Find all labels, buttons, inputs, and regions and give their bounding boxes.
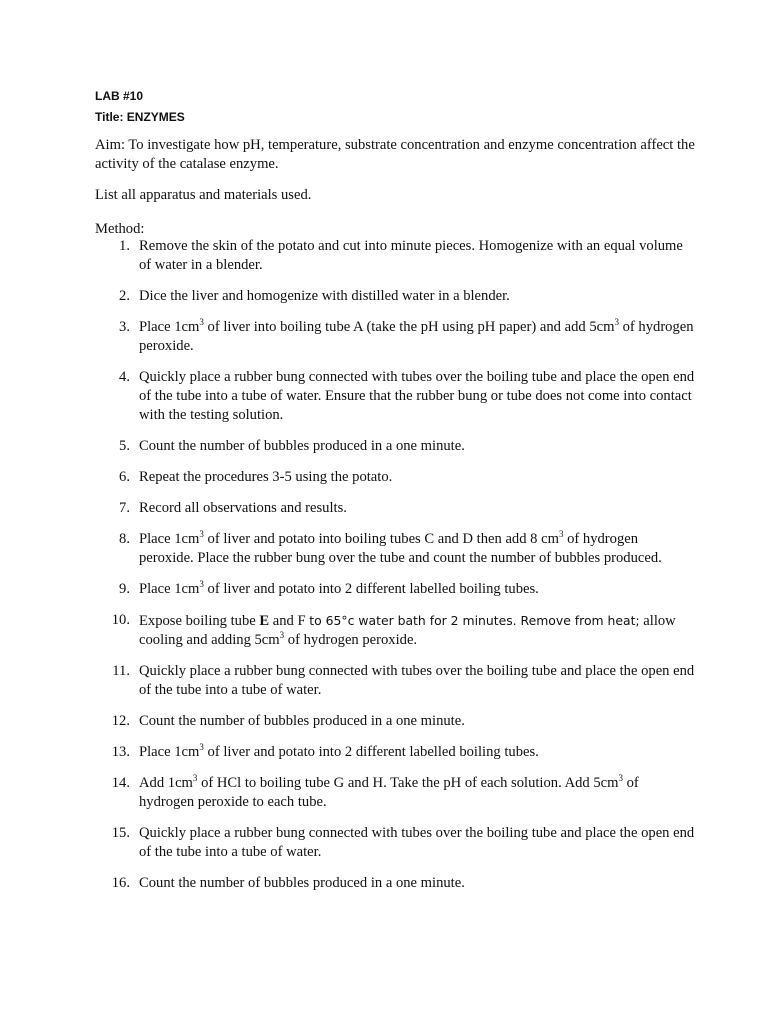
- superscript: 3: [614, 317, 619, 327]
- text-run: of hydrogen peroxide.: [284, 632, 418, 648]
- step-text: [139, 469, 392, 485]
- method-step: [95, 611, 695, 650]
- step-number: 6.: [119, 469, 130, 485]
- method-step: [95, 530, 695, 568]
- apparatus-instruction: List all apparatus and materials used.: [95, 187, 312, 203]
- step-text: [139, 744, 539, 760]
- method-step: [95, 499, 695, 518]
- bold-text: E: [259, 613, 270, 629]
- text-run: of hydrogen peroxide to each tube.: [139, 775, 639, 810]
- step-text: [139, 438, 465, 454]
- step-text: [139, 238, 683, 273]
- text-run: Place 1cm: [139, 319, 200, 335]
- text-run: of liver into boiling tube A (take the pH using pH paper) and add 5cm: [203, 319, 615, 335]
- step-text: [139, 613, 676, 648]
- method-step: [95, 874, 695, 893]
- superscript: 3: [279, 630, 285, 640]
- document-title: Title: ENZYMES: [95, 110, 185, 124]
- text-run: Count the number of bubbles produced in a one minute.: [139, 438, 465, 454]
- text-run: of liver and potato into boiling tubes C and D then add 8 cm: [203, 531, 559, 547]
- superscript: 3: [199, 579, 204, 589]
- step-number: 10.: [111, 612, 130, 628]
- step-text: [139, 875, 465, 891]
- step-text: [139, 825, 694, 860]
- lab-label: LAB #10: [95, 89, 144, 103]
- text-run: Add 1cm: [139, 775, 193, 791]
- text-run: Quickly place a rubber bung connected with tubes over the boiling tube and place the open end of the tube into a tube of water.: [139, 825, 695, 860]
- superscript: 3: [199, 317, 204, 327]
- text-run: Count the number of bubbles produced in a one minute.: [139, 713, 465, 729]
- step-number: 15.: [111, 825, 130, 841]
- step-number: 3.: [119, 319, 130, 335]
- text-run: of hydrogen peroxide. Place the rubber bung over the tube and count the number of bubbles produced.: [139, 531, 662, 566]
- step-number: 4.: [119, 369, 130, 385]
- method-step: [95, 774, 695, 812]
- method-step: [95, 468, 695, 487]
- step-number: 13.: [111, 744, 130, 760]
- step-number: 8.: [119, 531, 130, 547]
- step-number: 12.: [111, 713, 130, 729]
- step-text: [139, 369, 694, 423]
- superscript: 3: [199, 529, 204, 539]
- text-run: and F: [269, 613, 310, 629]
- text-run: Remove the skin of the potato and cut into minute pieces. Homogenize with an equal volume of water in a blender.: [139, 238, 683, 273]
- method-step: [95, 437, 695, 456]
- step-text: [139, 531, 662, 566]
- step-text: [139, 319, 694, 354]
- text-run: Expose boiling tube: [139, 613, 260, 629]
- text-run: Place 1cm: [139, 744, 200, 760]
- method-heading: Method:: [95, 221, 145, 237]
- text-run: Dice the liver and homogenize with distilled water in a blender.: [139, 288, 510, 304]
- method-step: [95, 287, 695, 306]
- text-run: Record all observations and results.: [139, 500, 347, 516]
- step-number: 2.: [119, 288, 130, 304]
- text-run: of liver and potato into 2 different labelled boiling tubes.: [203, 581, 539, 597]
- text-run: Repeat the procedures 3-5 using the potato.: [139, 469, 393, 485]
- text-run: Count the number of bubbles produced in a one minute.: [139, 875, 465, 891]
- superscript: 3: [192, 773, 198, 783]
- method-step: [95, 743, 695, 762]
- text-run: Quickly place a rubber bung connected with tubes over the boiling tube and place the open end of the tube into a tube of water. Ensure that the rubber bung or tube does not come into contact with the testing solution.: [139, 369, 695, 423]
- step-number: 14.: [111, 775, 130, 791]
- text-run: of HCl to boiling tube G and H. Take the pH of each solution. Add 5cm: [197, 775, 619, 791]
- step-number: 9.: [119, 581, 130, 597]
- step-text: [139, 663, 694, 698]
- step-number: 5.: [119, 438, 130, 454]
- text-run: of liver and potato into 2 different labelled boiling tubes.: [203, 744, 539, 760]
- method-step: [95, 368, 695, 425]
- superscript: 3: [199, 742, 204, 752]
- text-run: Place 1cm: [139, 531, 200, 547]
- step-number: 16.: [111, 875, 130, 891]
- text-run: Quickly place a rubber bung connected with tubes over the boiling tube and place the open end of the tube into a tube of water.: [139, 663, 695, 698]
- alt-font-text: to 65°c water bath for 2 minutes. Remove from heat;: [309, 613, 640, 628]
- step-text: [139, 500, 347, 516]
- step-text: [139, 713, 465, 729]
- step-text: [139, 775, 639, 810]
- step-number: 7.: [119, 500, 130, 516]
- step-number: 11.: [112, 663, 130, 679]
- method-steps-list: [95, 237, 695, 905]
- text-run: Place 1cm: [139, 581, 200, 597]
- method-step: [95, 237, 695, 275]
- superscript: 3: [558, 529, 564, 539]
- step-text: [139, 581, 539, 597]
- text-run: of hydrogen peroxide.: [139, 319, 694, 354]
- superscript: 3: [618, 773, 623, 783]
- aim-paragraph: Aim: To investigate how pH, temperature, substrate concentration and enzyme concentration affect the activity of the catalase enzyme.: [95, 137, 695, 172]
- text-run: allow cooling and adding 5cm: [139, 613, 676, 648]
- method-step: [95, 712, 695, 731]
- method-step: [95, 824, 695, 862]
- method-step: [95, 318, 695, 356]
- step-text: [139, 288, 510, 304]
- method-step: [95, 580, 695, 599]
- step-number: 1.: [119, 238, 130, 254]
- method-step: [95, 662, 695, 700]
